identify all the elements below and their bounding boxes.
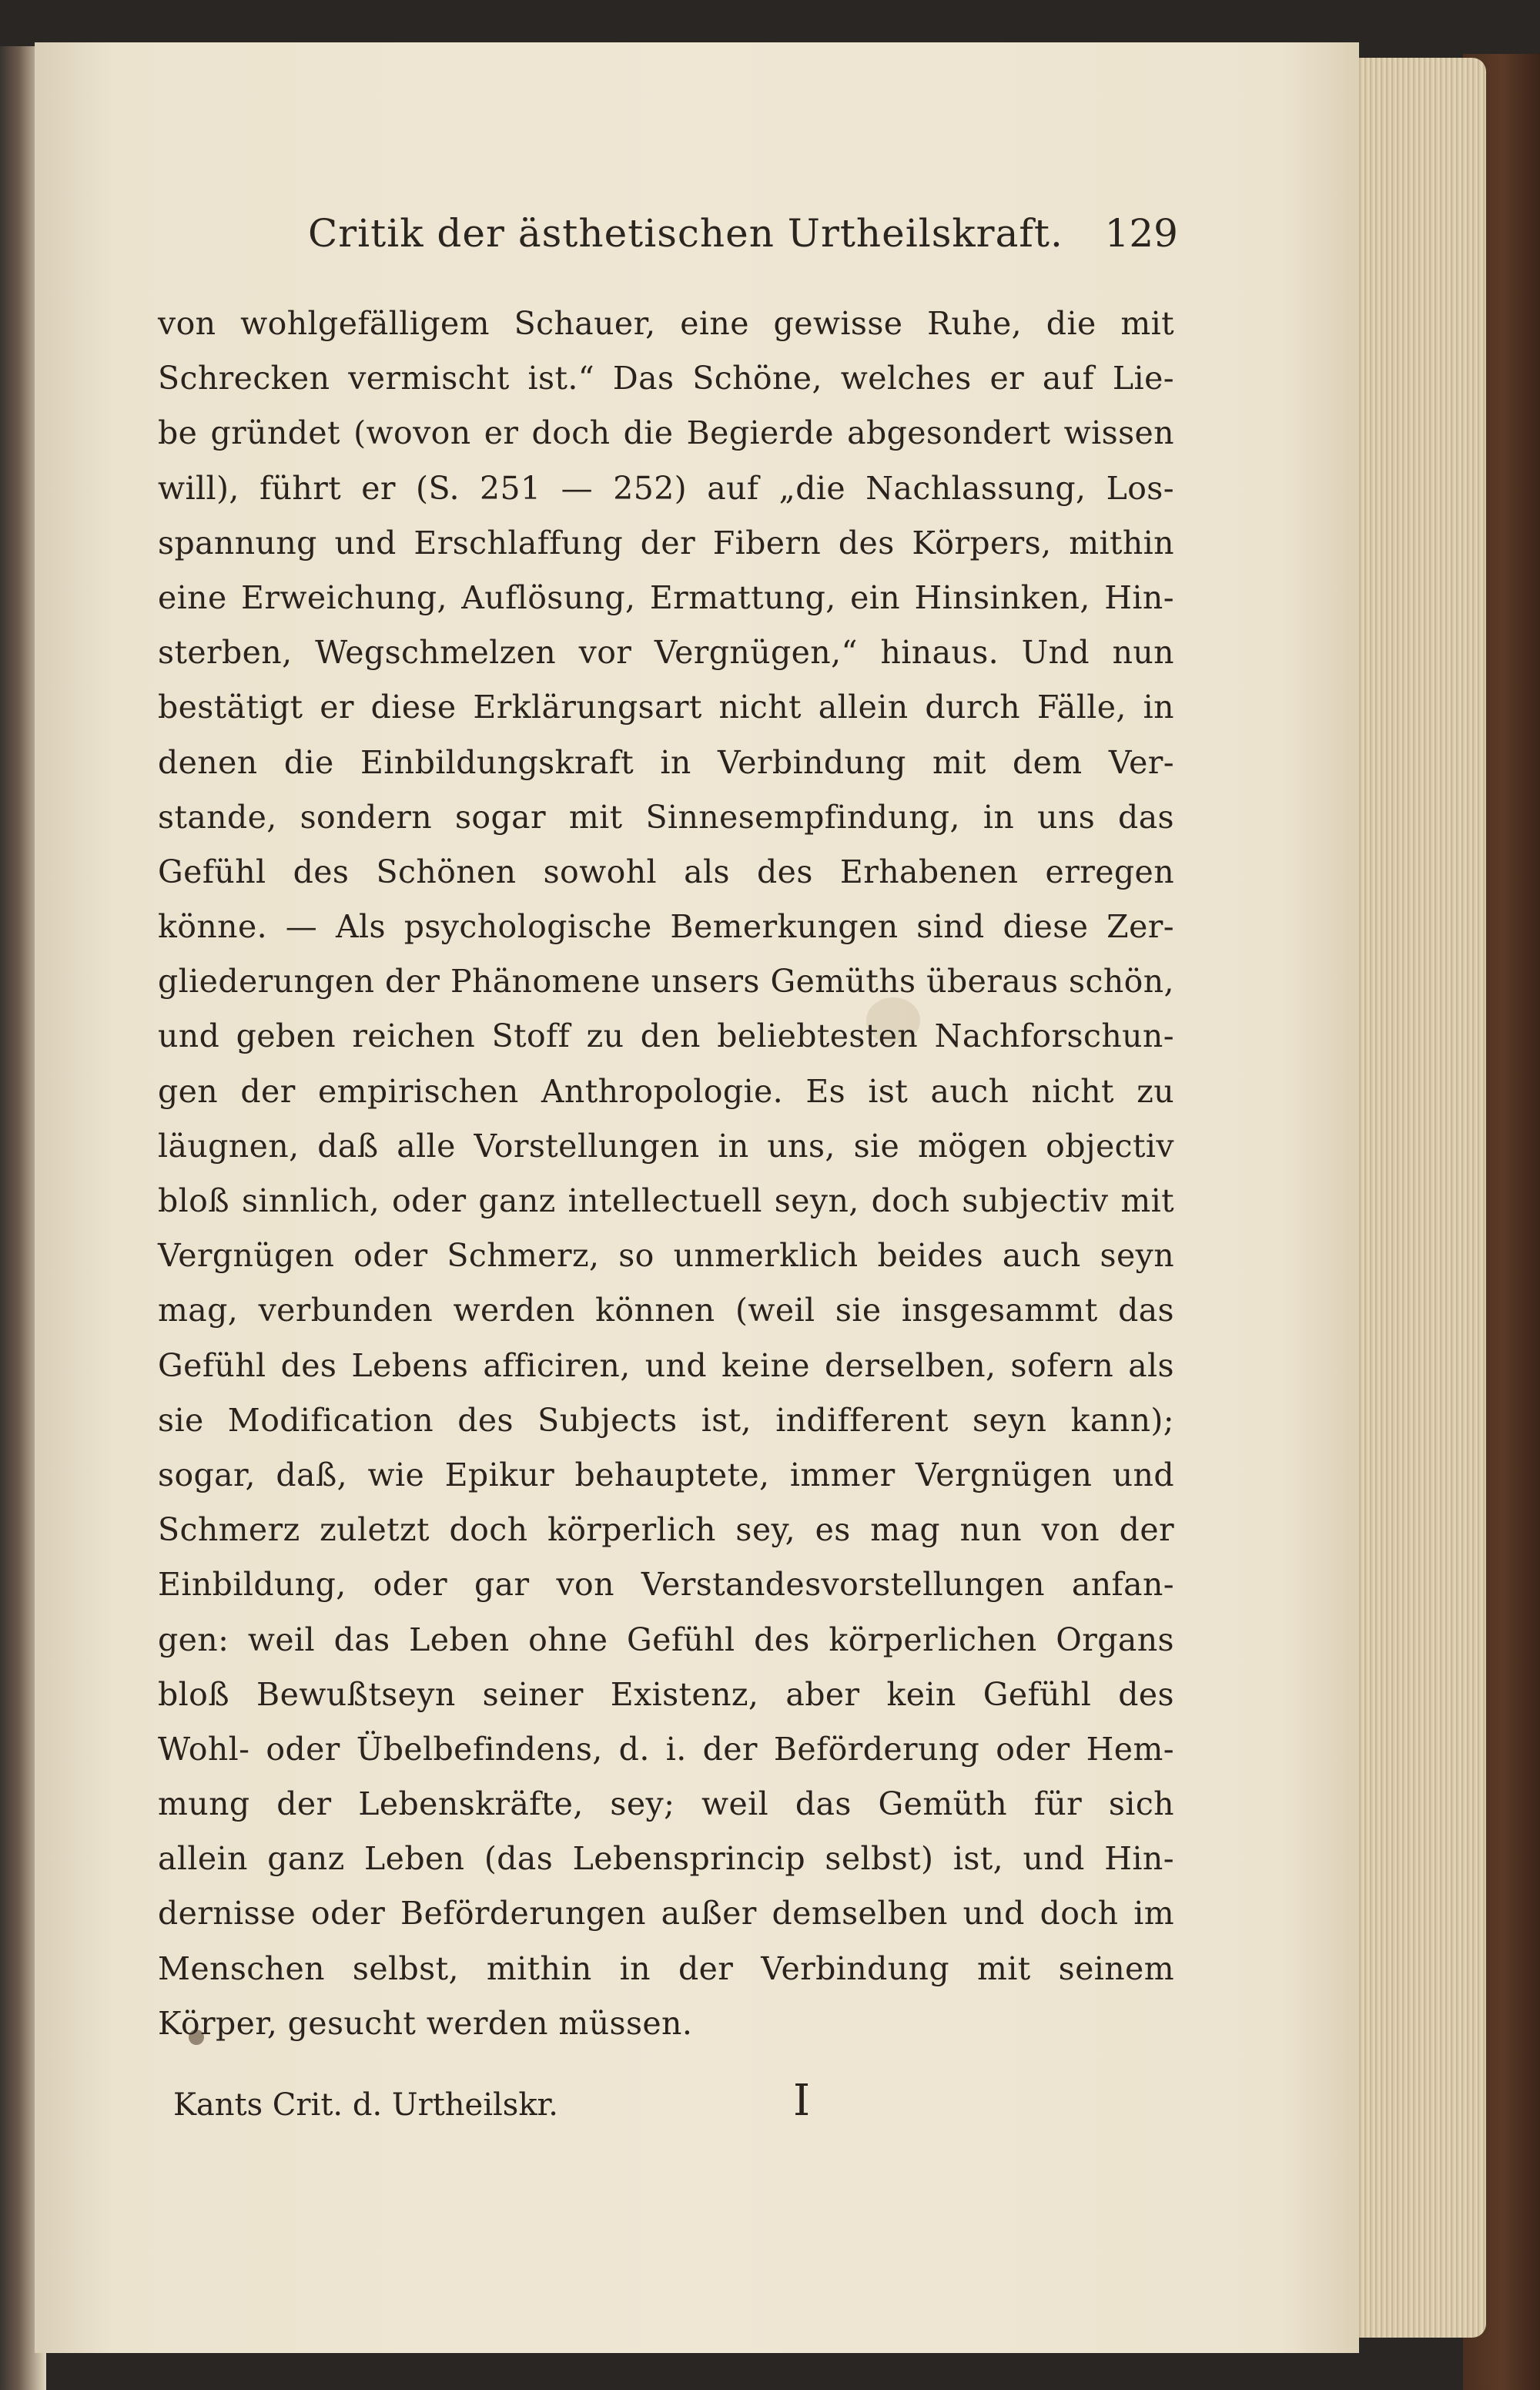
text-line: bloß sinnlich, oder ganz intellectuell seyn, doch subjectiv mit <box>158 1182 1174 1219</box>
text-line: stande, sondern sogar mit Sinnesempfindung, in uns das <box>158 798 1174 836</box>
text-line: Gefühl des Lebens afficiren, und keine derselben, sofern als <box>158 1346 1174 1384</box>
text-line: Einbildung, oder gar von Verstandesvorstellungen anfan- <box>158 1566 1174 1604</box>
text-line: und geben reichen Stoff zu den beliebtesten Nachforschun- <box>158 1017 1174 1055</box>
page-stack-edge <box>1340 58 1486 2338</box>
text-line: Vergnügen oder Schmerz, so unmerklich beides auch seyn <box>158 1237 1174 1275</box>
text-line: allein ganz Leben (das Lebensprincip selbst) ist, und Hin- <box>158 1840 1174 1878</box>
text-line: Gefühl des Schönen sowohl als des Erhabenen erregen <box>158 853 1174 890</box>
text-line: sie Modification des Subjects ist, indifferent seyn kann); <box>158 1401 1174 1439</box>
text-line: eine Erweichung, Auflösung, Ermattung, ein Hinsinken, Hin- <box>158 578 1174 616</box>
text-line: sogar, daß, wie Epikur behauptete, immer Vergnügen und <box>158 1456 1174 1493</box>
printer-signature: Kants Crit. d. Urtheilskr. <box>173 2087 558 2123</box>
text-line: mung der Lebenskräfte, sey; weil das Gemüth für sich <box>158 1785 1174 1823</box>
text-line: Schrecken vermischt ist.“ Das Schöne, welches er auf Lie- <box>158 360 1174 397</box>
text-line: bloß Bewußtseyn seiner Existenz, aber kein Gefühl des <box>158 1675 1174 1713</box>
text-line: bestätigt er diese Erklärungsart nicht allein durch Fälle, in <box>158 689 1174 726</box>
running-head <box>254 208 1178 270</box>
text-line: denen die Einbildungskraft in Verbindung mit dem Ver- <box>158 743 1174 781</box>
signature-mark: I <box>793 2076 811 2126</box>
text-line: gliederungen der Phänomene unsers Gemüths überaus schön, <box>158 963 1174 1001</box>
text-line: sterben, Wegschmelzen vor Vergnügen,“ hinaus. Und nun <box>158 634 1174 672</box>
text-line: spannung und Erschlaffung der Fibern des Körpers, mithin <box>158 524 1174 561</box>
text-line: gen: weil das Leben ohne Gefühl des körperlichen Organs <box>158 1621 1174 1658</box>
text-line: dernisse oder Beförderungen außer demselben und doch im <box>158 1895 1174 1932</box>
text-line: gen der empirischen Anthropologie. Es ist auch nicht zu <box>158 1072 1174 1110</box>
page-number: 129 <box>1104 211 1178 256</box>
text-line: von wohlgefälligem Schauer, eine gewisse Ruhe, die mit <box>158 305 1174 342</box>
body-text <box>158 297 1174 2051</box>
text-line: Schmerz zuletzt doch körperlich sey, es mag nun von der <box>158 1511 1174 1549</box>
text-line: mag, verbunden werden können (weil sie insgesammt das <box>158 1292 1174 1329</box>
text-line: be gründet (wovon er doch die Begierde abgesondert wissen <box>158 414 1174 452</box>
text-line: will), führt er (S. 251 — 252) auf „die Nachlassung, Los- <box>158 469 1174 507</box>
text-line: könne. — Als psychologische Bemerkungen sind diese Zer- <box>158 908 1174 946</box>
text-line: Wohl- oder Übelbefindens, d. i. der Beförderung oder Hem- <box>158 1730 1174 1768</box>
text-line: Menschen selbst, mithin in der Verbindung mit seinem <box>158 1949 1174 1987</box>
running-title: Critik der ästhetischen Urtheilskraft. <box>308 211 1063 256</box>
text-line: läugnen, daß alle Vorstellungen in uns, sie mögen objectiv <box>158 1127 1174 1165</box>
text-line: Körper, gesucht werden müssen. <box>158 2004 693 2042</box>
